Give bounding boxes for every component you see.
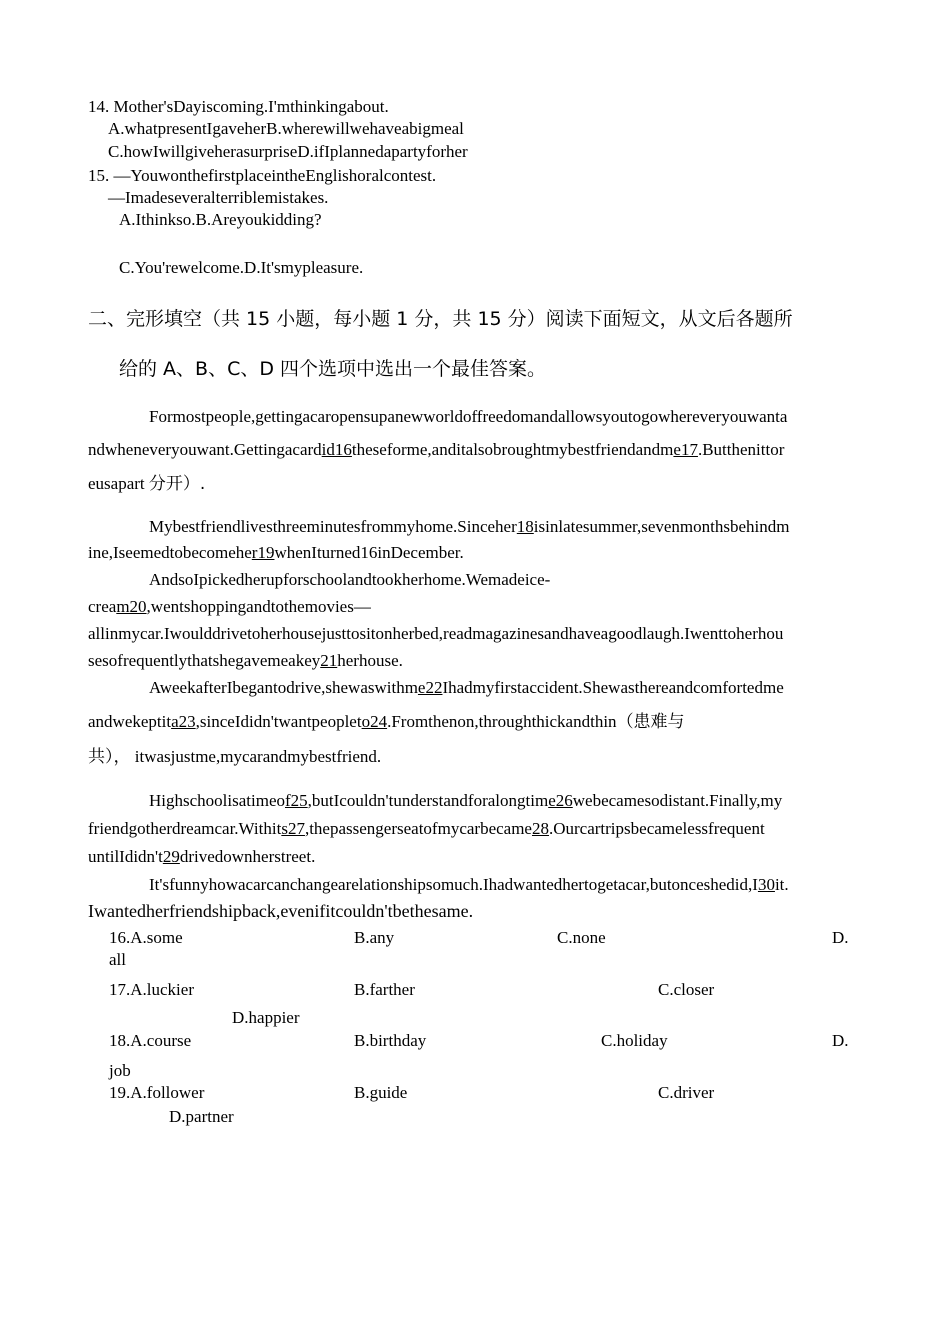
blank-16: id16 <box>321 440 352 459</box>
passage-line: ine,Iseemedtobecomeher19whenIturned16inDecember. <box>88 543 464 562</box>
passage-line: AweekafterIbegantodrive,shewaswithme22Ihadmyfirstaccident.Shewasthereandcomfortedme <box>149 678 784 697</box>
q16-option-d-text: all <box>109 950 126 969</box>
passage-line: It'sfunnyhowacarcanchangearelationshipsomuch.Ihadwantedhertogetacar,butonceshedid,I30it. <box>149 875 789 894</box>
q16-option-b: B.any <box>354 928 395 947</box>
q18-option-d-text: job <box>109 1061 131 1080</box>
blank-29: 29 <box>162 847 180 866</box>
blank-19: r19 <box>251 543 275 562</box>
passage-line: eusapart 分开）. <box>88 474 206 494</box>
q19-option-a: 19.A.follower <box>109 1083 205 1102</box>
section-instruction: 给的 A、B、C、D 四个选项中选出一个最佳答案。 <box>119 358 547 380</box>
blank-18: 18 <box>516 517 534 536</box>
passage-line: untilIdidn't29drivedownherstreet. <box>88 847 316 866</box>
q14-options-ab: A.whatpresentIgaveherB.wherewillwehaveabigmeal <box>108 119 464 138</box>
passage-line: Highschoolisatimeof25,butIcouldn'tunderstandforalongtime26webecamesodistant.Finally,my <box>149 791 783 810</box>
q16-option-c: C.none <box>557 928 606 947</box>
blank-23: a23 <box>171 712 196 731</box>
passage-line: 共）， itwasjustme,mycarandmybestfriend. <box>88 747 382 767</box>
q14-options-cd: C.howIwillgiveherasurpriseD.ifIplannedapartyforher <box>108 142 468 161</box>
blank-26: e26 <box>548 791 573 810</box>
section-heading: 二、完形填空（共 15 小题，每小题 1 分，共 15 分）阅读下面短文，从文后各题所 <box>88 308 793 330</box>
passage-line: ndwheneveryouwant.Gettingacardid16theseforme,anditalsobroughtmybestfriendandme17.Butthenittor <box>88 440 785 459</box>
blank-22: e22 <box>417 678 443 697</box>
q19-option-c: C.driver <box>658 1083 715 1102</box>
passage-line: sesofrequentlythatshegavemeakey21herhouse. <box>88 651 403 670</box>
blank-28: 28 <box>531 819 549 838</box>
passage-line: Iwantedherfriendshipback,evenifitcouldn'tbethesame. <box>88 901 474 921</box>
q18-option-b: B.birthday <box>354 1031 427 1050</box>
blank-30: 30 <box>757 875 775 894</box>
blank-21: 21 <box>320 651 338 670</box>
q14-stem: 14. Mother'sDayiscoming.I'mthinkingabout. <box>88 97 389 116</box>
passage-line: cream20,wentshoppingandtothemovies— <box>88 597 371 616</box>
q15-options-ab: A.Ithinkso.B.Areyoukidding? <box>119 210 322 229</box>
q19-option-b: B.guide <box>354 1083 408 1102</box>
q16-option-a: 16.A.some <box>109 928 183 947</box>
q17-option-c: C.closer <box>658 980 715 999</box>
q17-option-b: B.farther <box>354 980 415 999</box>
passage-line: Formostpeople,gettingacaropensupanewworldoffreedomandallowsyoutogowhereveryouwanta <box>149 407 788 426</box>
q15-reply: —Imadeseveralterriblemistakes. <box>108 188 329 207</box>
q17-option-d: D.happier <box>232 1008 300 1027</box>
q15-options-cd: C.You'rewelcome.D.It'smypleasure. <box>119 258 364 277</box>
passage-line: AndsoIpickedherupforschoolandtookherhome.Wemadeice- <box>149 570 551 589</box>
q19-option-d: D.partner <box>169 1107 234 1126</box>
q18-option-c: C.holiday <box>601 1031 668 1050</box>
passage-line: friendgotherdreamcar.Withits27,thepassengerseatofmycarbecame28.Ourcartripsbecamelessfrequent <box>88 819 765 838</box>
passage-line: Mybestfriendlivesthreeminutesfrommyhome.Sinceher18isinlatesummer,sevenmonthsbehindm <box>149 517 790 536</box>
passage-line: allinmycar.Iwoulddrivetoherhousejusttositonherbed,readmagazinesandhaveagoodlaugh.Iwenttoherhou <box>88 624 784 643</box>
q15-stem: 15. —YouwonthefirstplaceintheEnglishoralcontest. <box>88 166 437 185</box>
q18-option-a: 18.A.course <box>109 1031 192 1050</box>
passage-line: andwekeptita23,sinceIdidn'twantpeopleto24.Fromthenon,throughthickandthin（患难与 <box>88 712 685 732</box>
blank-17: e17 <box>673 440 698 459</box>
blank-25: f25 <box>284 791 308 810</box>
blank-24: o24 <box>361 712 388 731</box>
q18-option-d: D. <box>832 1031 849 1050</box>
blank-27: s27 <box>281 819 305 838</box>
q16-option-d: D. <box>832 928 849 947</box>
blank-20: m20 <box>116 597 147 616</box>
q17-option-a: 17.A.luckier <box>109 980 194 999</box>
